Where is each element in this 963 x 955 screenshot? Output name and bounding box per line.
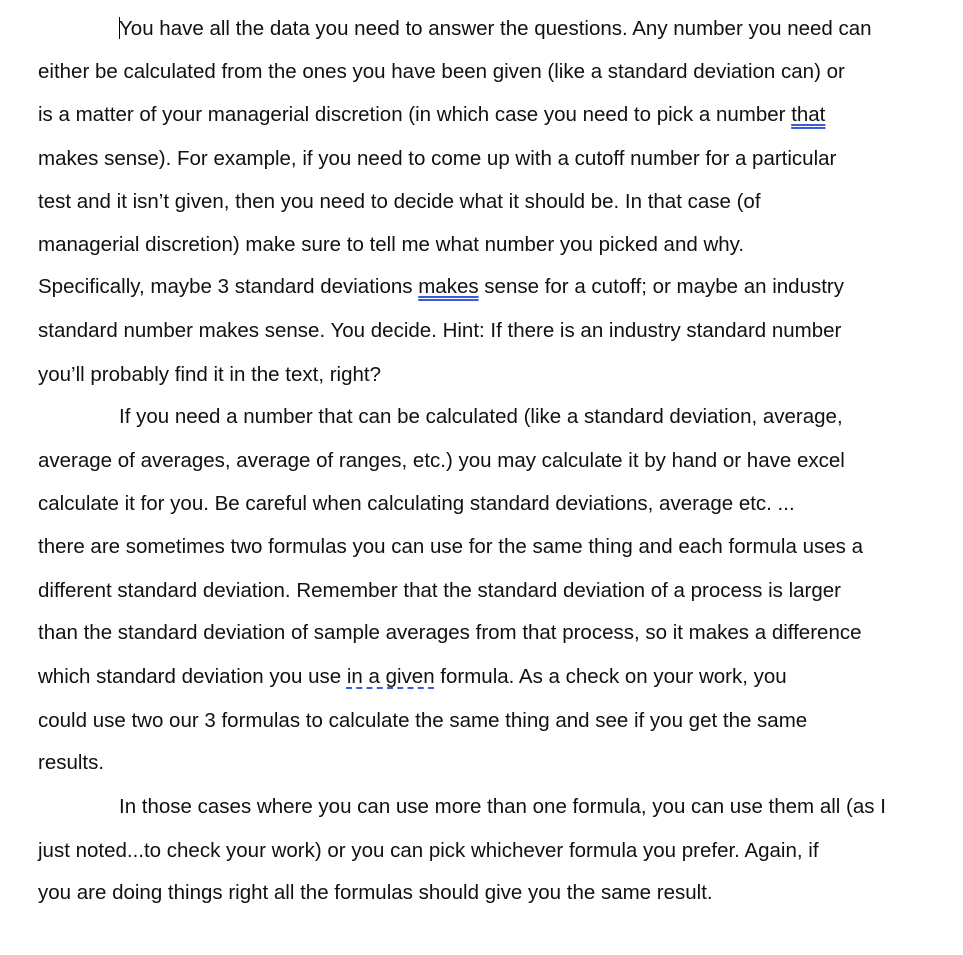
paragraph-2-line-7: which standard deviation you use in a given formula. As a check on your work, you [38,665,787,688]
paragraph-1-line-3: is a matter of your managerial discretion (in which case you need to pick a number that [38,103,826,126]
paragraph-3-line-2: just noted...to check your work) or you can pick whichever formula you prefer. Again, if [38,839,819,862]
grammar-flag-makes[interactable]: makes [418,275,479,298]
paragraph-2-line-6: than the standard deviation of sample averages from that process, so it makes a difference [38,621,862,644]
paragraph-2-line-1: If you need a number that can be calculated (like a standard deviation, average, [119,405,843,428]
paragraph-1-line-9: you’ll probably find it in the text, right? [38,363,381,386]
paragraph-1-line-2: either be calculated from the ones you have been given (like a standard deviation can) or [38,60,845,83]
paragraph-1-line-4: makes sense). For example, if you need to come up with a cutoff number for a particular [38,147,837,170]
paragraph-1-line-5: test and it isn’t given, then you need to decide what it should be. In that case (of [38,190,761,213]
paragraph-2-line-8: could use two our 3 formulas to calculate the same thing and see if you get the same [38,709,808,732]
paragraph-3-line-1: In those cases where you can use more than one formula, you can use them all (as I [119,795,886,818]
paragraph-3-line-3: you are doing things right all the formulas should give you the same result. [38,881,713,904]
paragraph-1-line-6: managerial discretion) make sure to tell me what number you picked and why. [38,233,745,256]
paragraph-2-line-4: there are sometimes two formulas you can use for the same thing and each formula uses a [38,535,863,558]
grammar-flag-that[interactable]: that [791,103,826,126]
paragraph-1-line-8: standard number makes sense. You decide. Hint: If there is an industry standard number [38,319,842,342]
paragraph-2-line-2: average of averages, average of ranges, etc.) you may calculate it by hand or have excel [38,449,845,472]
paragraph-2-line-5: different standard deviation. Remember that the standard deviation of a process is larger [38,579,841,602]
paragraph-1-line-7: Specifically, maybe 3 standard deviations makes sense for a cutoff; or maybe an industry [38,275,845,298]
paragraph-2-line-9: results. [38,751,105,774]
paragraph-1-line-1: You have all the data you need to answer the questions. Any number you need can [119,17,872,40]
paragraph-2-line-3: calculate it for you. Be careful when calculating standard deviations, average etc. ... [38,492,795,515]
grammar-flag-in-a-given[interactable]: in a given [346,665,435,688]
